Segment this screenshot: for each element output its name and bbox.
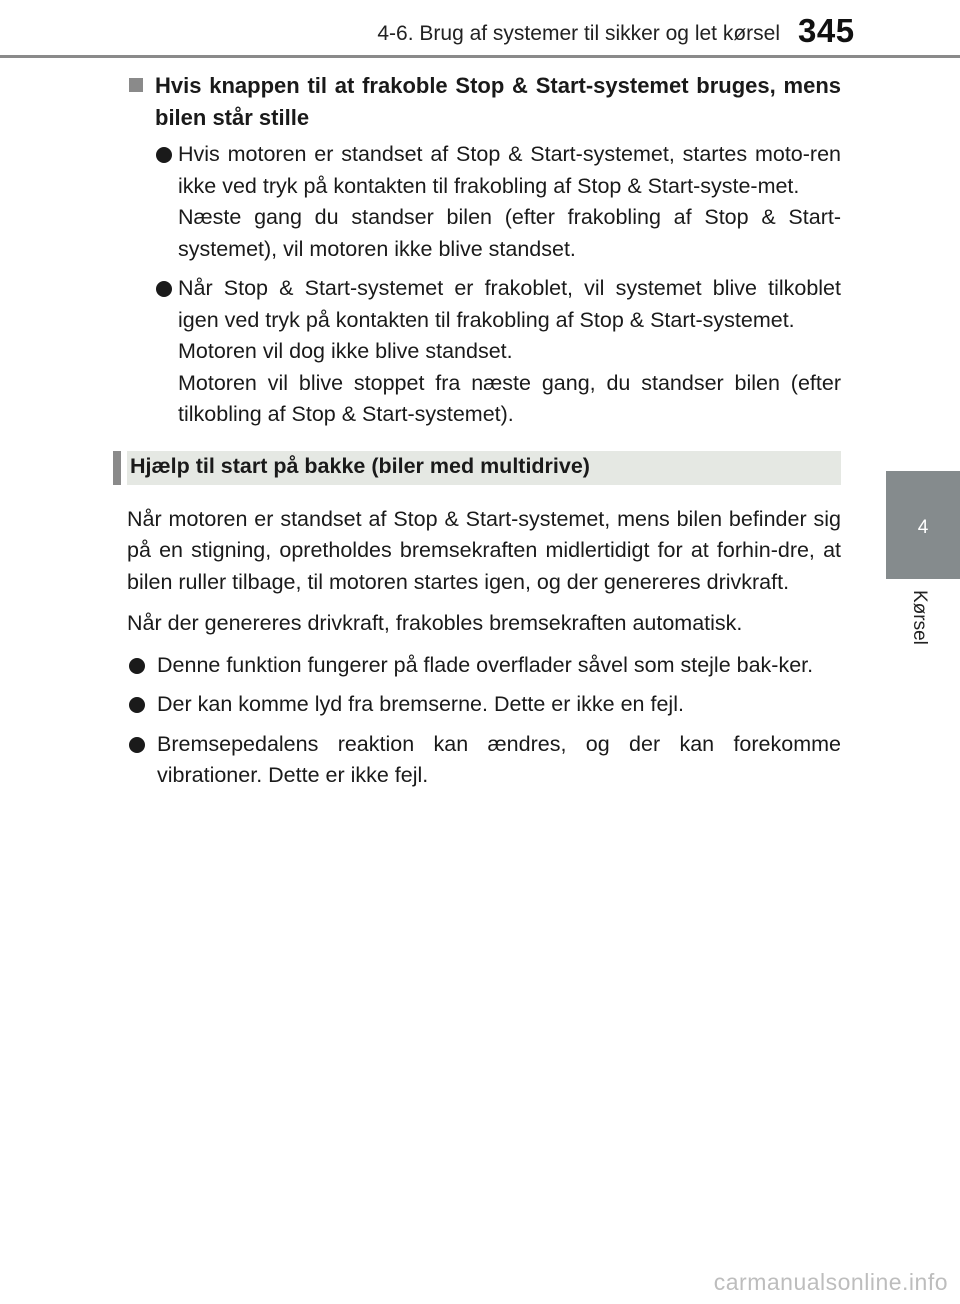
bullet-dot-icon [129,658,145,674]
list-item [127,273,841,431]
bullet-text: Når Stop & Start-systemet er frakoblet, vil systemet blive tilkoblet igen ved tryk på kontakten til frakobling af Stop & Start-systemet. [178,276,841,332]
bullet-dot-icon [156,281,172,297]
chapter-tab-label: Kørsel [909,590,930,645]
header-divider [0,55,960,58]
list-item [127,689,841,721]
bullet-dot-icon [129,697,145,713]
bullet-text: Næste gang du standser bilen (efter frakobling af Stop & Start-systemet), vil motoren ikke blive standset. [178,205,841,261]
bullet-text: Motoren vil dog ikke blive standset. [178,339,513,363]
section-header: 4-6. Brug af systemer til sikker og let kørsel [377,22,780,45]
square-bullet-icon [129,78,143,92]
section-heading [127,70,841,134]
bullet-text: Bremsepedalens reaktion kan ændres, og der kan forekomme vibrationer. Dette er ikke fejl. [157,731,841,787]
section-heading-text: Hvis knappen til at frakoble Stop & Start-systemet bruges, mens bilen står stille [155,73,841,130]
subsection-banner [127,451,841,485]
banner-title: Hjælp til start på bakke (biler med multidrive) [130,453,590,478]
bullet-text: Denne funktion fungerer på flade overflader såvel som stejle bak-ker. [157,652,814,677]
bullet-text: Hvis motoren er standset af Stop & Start-systemet, startes moto-ren ikke ved tryk på kontakten til frakobling af Stop & Start-syste-met. [178,142,841,198]
page-content [127,70,841,800]
bullet-text: Der kan komme lyd fra bremserne. Dette er ikke en fejl. [157,692,684,716]
list-item [127,139,841,265]
bullet-dot-icon [129,737,145,753]
bullet-dot-icon [156,147,172,163]
list-item [127,650,841,682]
bullet-text: Motoren vil blive stoppet fra næste gang, du standser bilen (efter tilkobling af Stop & Start-systemet). [178,370,841,426]
page-number: 345 [798,12,855,49]
list-item [127,729,841,792]
watermark-text: carmanualsonline.info [713,1269,948,1295]
paragraph: Når motoren er standset af Stop & Start-systemet, mens bilen befinder sig på en stigning, opretholdes bremsekraften midlertidigt for at forhin-dre, at bilen ruller tilbage, til motoren startes igen, og der genereres drivkraft. [127,506,841,594]
banner-accent-bar [113,451,121,485]
chapter-tab-number: 4 [917,517,929,538]
paragraph: Når der genereres drivkraft, frakobles bremsekraften automatisk. [127,611,743,635]
